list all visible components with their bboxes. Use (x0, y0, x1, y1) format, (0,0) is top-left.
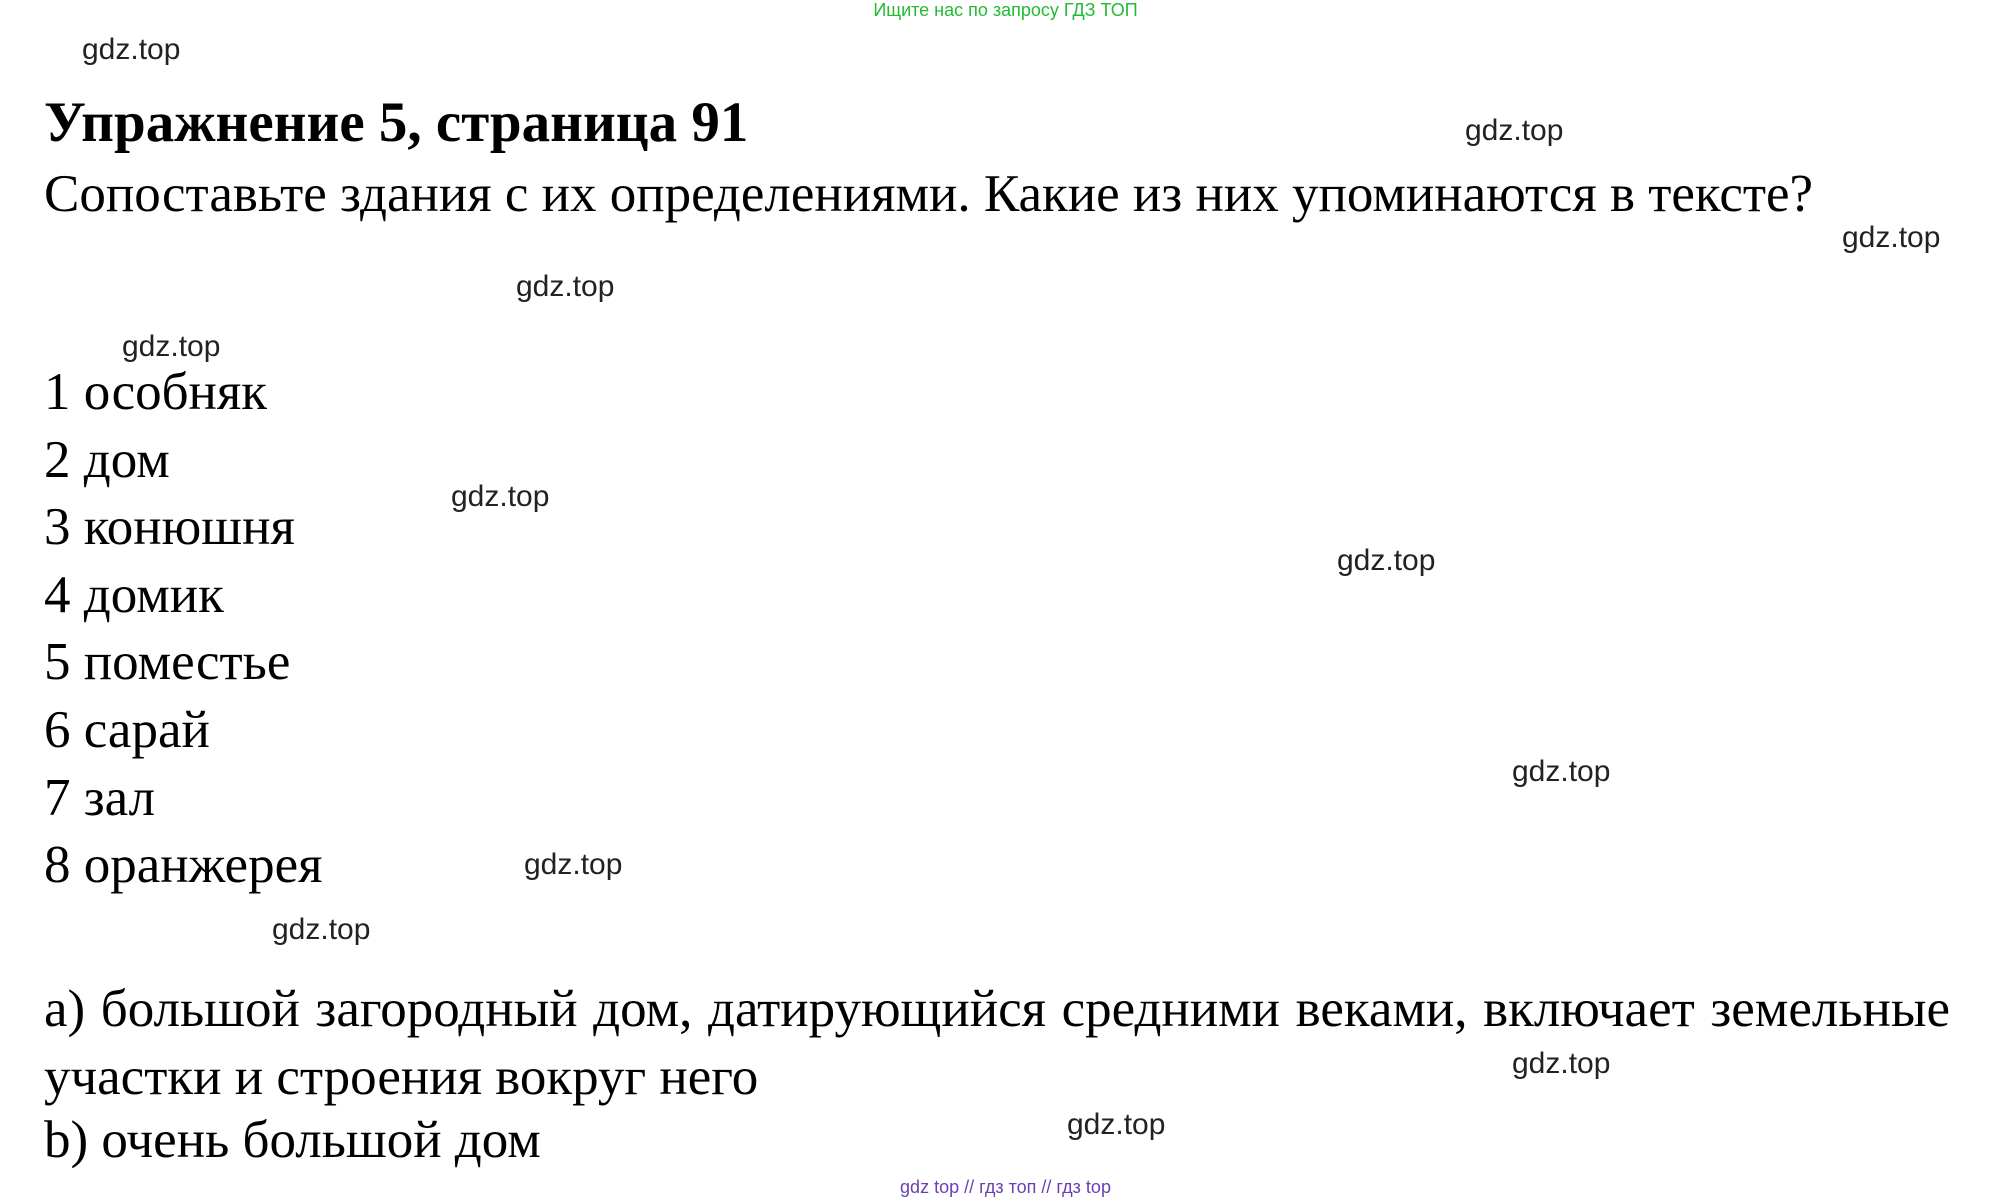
watermark: gdz.top (122, 330, 221, 363)
list-item: 2 дом (44, 431, 170, 489)
list-item: 7 зал (44, 769, 156, 827)
watermark: gdz.top (272, 913, 371, 946)
watermark: gdz.top (1512, 755, 1611, 788)
list-item: 4 домик (44, 566, 224, 624)
list-item: 6 сарай (44, 701, 210, 759)
definition-a: a) большой загородный дом, датирующийся средними веками, включает земельные участки и строения вокруг него (44, 980, 1950, 1106)
watermark: gdz.top (82, 33, 181, 66)
list-item: 5 поместье (44, 633, 291, 691)
watermark: gdz.top (1067, 1108, 1166, 1141)
definition-b: b) очень большой дом (44, 1111, 541, 1169)
watermark: gdz.top (1465, 114, 1564, 147)
watermark: gdz.top (516, 270, 615, 303)
instruction-text: Сопоставьте здания с их определениями. Какие из них упоминаются в тексте? (44, 165, 1814, 223)
top-banner: Ищите нас по запросу ГДЗ ТОП (873, 0, 1138, 20)
watermark: gdz.top (451, 480, 550, 513)
watermark: gdz.top (1512, 1047, 1611, 1080)
exercise-title: Упражнение 5, страница 91 (44, 91, 749, 154)
list-item: 1 особняк (44, 363, 268, 421)
watermark: gdz.top (1337, 544, 1436, 577)
watermark: gdz.top (524, 848, 623, 881)
watermark: gdz.top (1842, 221, 1941, 254)
footer-links: gdz top // гдз топ // гдз top (900, 1177, 1111, 1197)
list-item: 8 оранжерея (44, 836, 323, 894)
list-item: 3 конюшня (44, 498, 295, 556)
